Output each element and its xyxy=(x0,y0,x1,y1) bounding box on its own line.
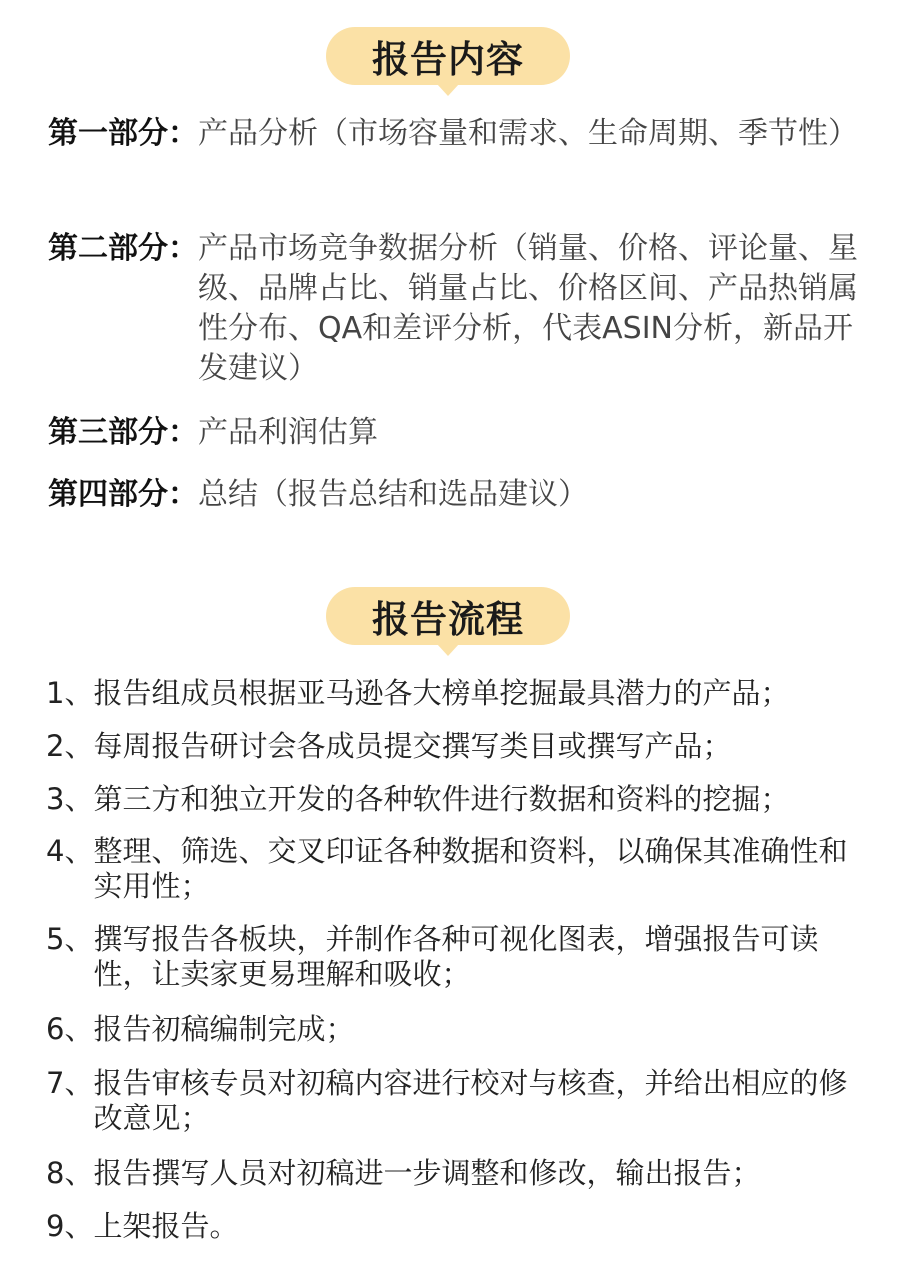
part-item-2 xyxy=(48,229,858,389)
part-text: 产品分析（市场容量和需求、生命周期、季节性） xyxy=(198,116,858,151)
step-number: 5、 xyxy=(46,922,94,956)
step-text: 上架报告。 xyxy=(93,1209,239,1243)
step-item-4 xyxy=(46,834,856,904)
step-item-1 xyxy=(46,676,856,711)
step-text: 第三方和独立开发的各种软件进行数据和资料的挖掘； xyxy=(93,782,790,816)
step-item-2 xyxy=(46,729,856,764)
step-text: 报告审核专员对初稿内容进行校对与核查，并给出相应的修改意见； xyxy=(93,1066,848,1135)
section-title-report-content: 报告内容 xyxy=(326,27,570,85)
part-label: 第四部分： xyxy=(48,477,198,512)
step-item-3 xyxy=(46,782,856,817)
step-text: 整理、筛选、交叉印证各种数据和资料，以确保其准确性和实用性； xyxy=(93,834,848,903)
part-label: 第三部分： xyxy=(48,415,198,450)
part-item-3 xyxy=(48,413,858,453)
part-text: 产品市场竞争数据分析（销量、价格、评论量、星级、品牌占比、销量占比、价格区间、产品热销属性分布、QA和差评分析，代表ASIN分析，新品开发建议） xyxy=(198,231,858,386)
step-number: 3、 xyxy=(46,782,94,816)
part-item-4 xyxy=(48,475,858,515)
step-item-9 xyxy=(46,1209,856,1244)
step-text: 撰写报告各板块，并制作各种可视化图表，增强报告可读性，让卖家更易理解和吸收； xyxy=(93,922,819,991)
step-text: 每周报告研讨会各成员提交撰写类目或撰写产品； xyxy=(93,729,732,763)
step-number: 7、 xyxy=(46,1066,94,1100)
step-text: 报告组成员根据亚马逊各大榜单挖掘最具潜力的产品； xyxy=(93,676,790,710)
step-number: 6、 xyxy=(46,1012,94,1046)
part-label: 第一部分： xyxy=(48,116,198,151)
step-number: 2、 xyxy=(46,729,94,763)
step-item-6 xyxy=(46,1012,856,1047)
step-text: 报告初稿编制完成； xyxy=(93,1012,355,1046)
part-text: 产品利润估算 xyxy=(198,415,378,450)
step-number: 9、 xyxy=(46,1209,94,1243)
step-text: 报告撰写人员对初稿进一步调整和修改，输出报告； xyxy=(93,1156,761,1190)
step-item-5 xyxy=(46,922,856,992)
section-title-report-process: 报告流程 xyxy=(326,587,570,645)
part-text: 总结（报告总结和选品建议） xyxy=(198,477,588,512)
part-label: 第二部分： xyxy=(48,231,198,266)
step-number: 4、 xyxy=(46,834,94,868)
part-item-1 xyxy=(48,114,858,154)
step-item-8 xyxy=(46,1156,856,1191)
step-number: 1、 xyxy=(46,676,94,710)
step-item-7 xyxy=(46,1066,856,1136)
step-number: 8、 xyxy=(46,1156,94,1190)
